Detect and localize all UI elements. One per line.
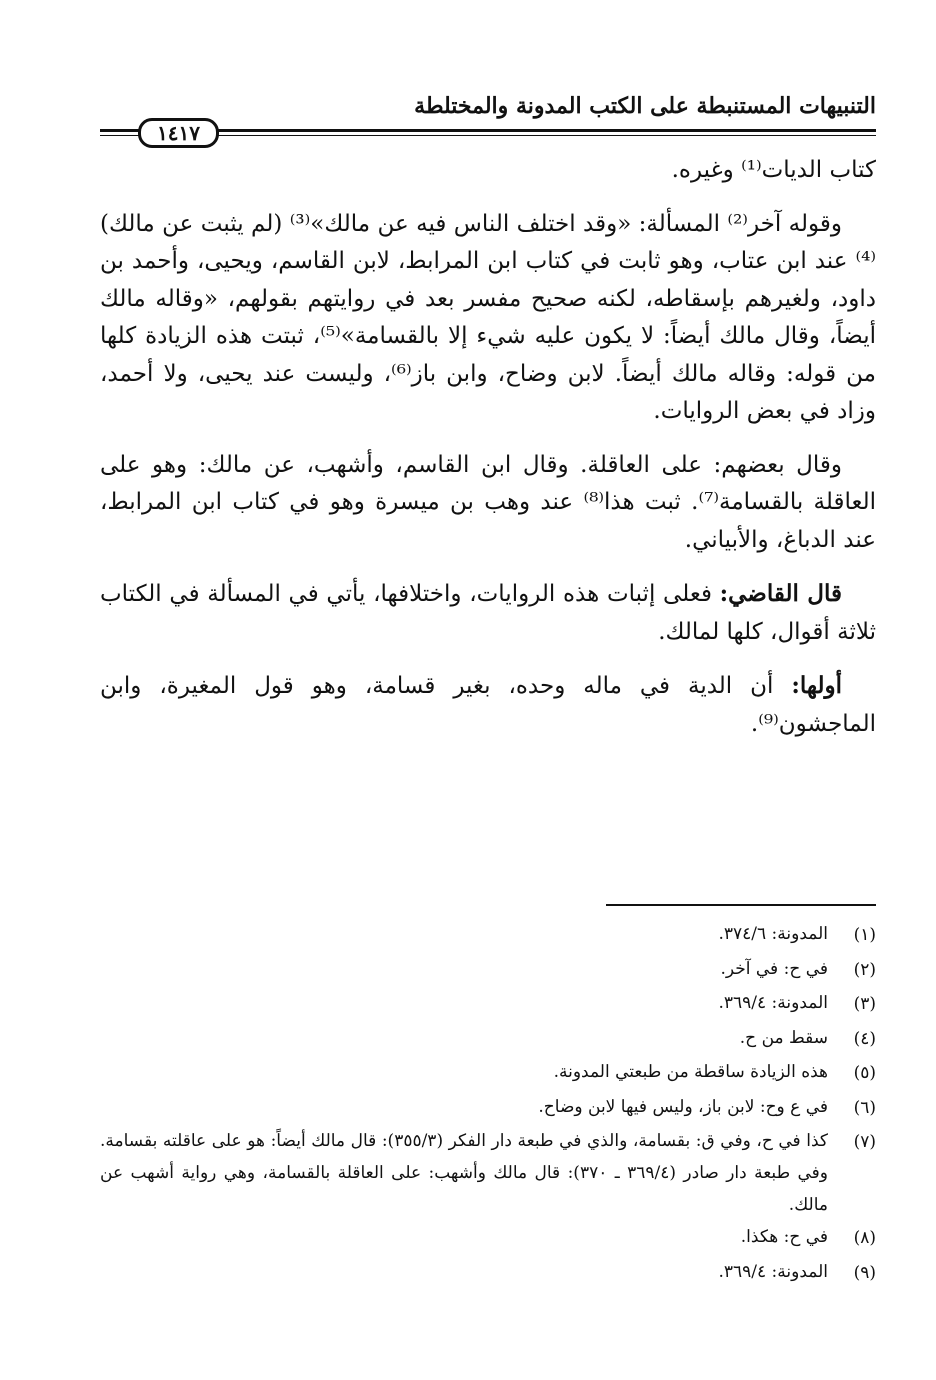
page-number: ١٤١٧ — [138, 118, 219, 148]
paragraph-first-opinion — [100, 667, 876, 743]
footnote — [100, 1022, 876, 1057]
footnote — [100, 1221, 876, 1256]
footnote-text: كذا في ح، وفي ق: بقسامة، والذي في طبعة دار الفكر (٣٥٥/٣): قال مالك أيضاً: هو على عاقلته بقسامة. وفي طبعة دار صادر (٣٦٩/٤ ـ ٣٧٠): قال مالك وأشهب: على العاقلة بالقسامة، وهي رواية أشهب عن مالك. — [100, 1131, 828, 1215]
qadi-text: فعلى إثبات هذه الروايات، واختلافها، يأتي في المسألة في الكتاب ثلاثة أقوال، كلها لمالك. — [100, 581, 876, 645]
paragraph: وقوله آخر⁽²⁾ المسألة: «وقد اختلف الناس فيه عن مالك»⁽³⁾ (لم يثبت عن مالك)⁽⁴⁾ عند ابن عتاب، وهو ثابت في كتاب ابن المرابط، لابن القاسم، ويحيى، وأحمد بن داود، ولغيرهم بإسقاطه، لكنه صحيح مفسر بعد في روايتهم بقولهم، «وقاله مالك أيضاً، وقال مالك أيضاً: لا يكون عليه شيء إلا بالقسامة»⁽⁵⁾، ثبتت هذه الزيادة كلها من قوله: وقاله مالك أيضاً. لابن وضاح، وابن باز⁽⁶⁾، وليست عند يحيى، ولا أحمد، وزاد في بعض الروايات. — [100, 210, 876, 424]
footnotes — [100, 918, 876, 1290]
footnote-text: سقط من ح. — [739, 1027, 828, 1048]
main-text — [100, 152, 876, 759]
running-header: التنبيهات المستنبطة على الكتب المدونة والمختلطة — [414, 93, 876, 119]
footnote — [100, 953, 876, 988]
footnote — [100, 1125, 876, 1221]
footnote-text: المدونة: ٣٦٩/٤. — [718, 1261, 828, 1282]
footnote-text: في ح: هكذا. — [740, 1227, 828, 1247]
footnote — [100, 987, 876, 1022]
first-opinion-text: أن الدية في ماله وحده، بغير قسامة، وهو قول المغيرة، وابن الماجشون⁽⁹⁾. — [100, 673, 876, 737]
footnote-number: (٩) — [853, 1262, 876, 1283]
header-rule — [100, 120, 876, 144]
footnote-text: في ع وح: لابن باز، وليس فيها لابن وضاح. — [538, 1096, 828, 1117]
footnote — [100, 1091, 876, 1126]
footnote-text: المدونة: ٣٦٩/٤. — [718, 993, 828, 1013]
footnote-text: هذه الزيادة ساقطة من طبعتي المدونة. — [553, 1062, 828, 1082]
footnote-number: (٦) — [853, 1097, 876, 1118]
paragraph: وقال بعضهم: على العاقلة. وقال ابن القاسم، وأشهب، عن مالك: وهو على العاقلة بالقسامة⁽⁷⁾. ثبت هذا⁽⁸⁾ عند وهب بن ميسرة وهو في كتاب ابن المرابط، عند الدباغ، والأبياني. — [100, 451, 877, 553]
footnote-text: المدونة: ٣٧٤/٦. — [718, 924, 828, 944]
footnote — [100, 1056, 876, 1091]
footnote-number: (٥) — [853, 1063, 876, 1083]
footnote-text: في ح: في آخر. — [720, 958, 828, 979]
qadi-label: قال القاضي: — [719, 580, 842, 607]
first-opinion-label: أولها: — [791, 672, 842, 699]
footnote-separator — [606, 904, 876, 906]
footnote-number: (٣) — [853, 994, 876, 1014]
footnote — [100, 918, 876, 953]
footnote-number: (١) — [853, 925, 876, 945]
paragraph-qadi — [100, 575, 876, 651]
footnote-number: (٤) — [853, 1028, 876, 1049]
footnote — [100, 1256, 876, 1291]
footnote-number: (٧) — [853, 1132, 876, 1152]
paragraph: كتاب الديات⁽¹⁾ وغيره. — [671, 157, 876, 183]
footnote-number: (٨) — [853, 1228, 876, 1248]
footnote-number: (٢) — [853, 959, 876, 980]
